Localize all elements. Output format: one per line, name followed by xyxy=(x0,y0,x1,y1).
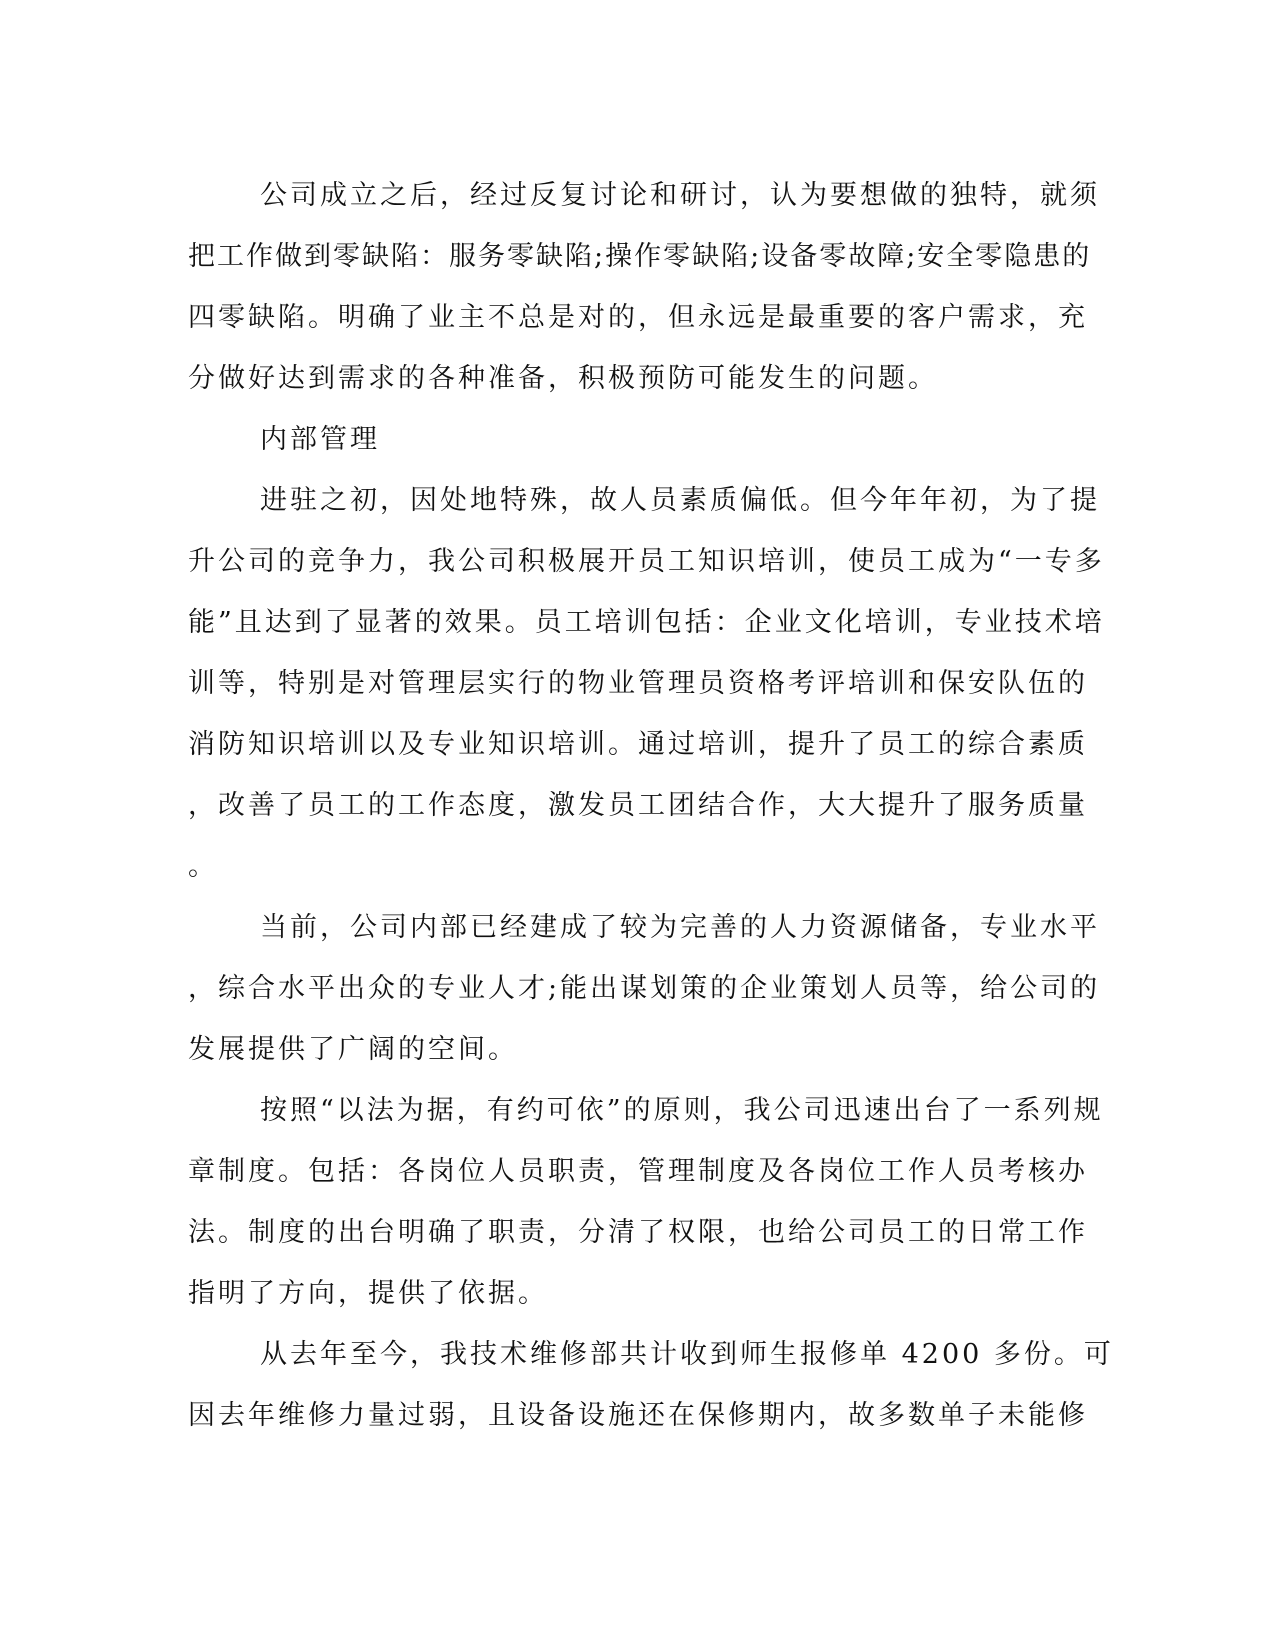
paragraph-human-resources xyxy=(188,897,1101,1080)
section-heading: 内部管理 xyxy=(260,424,380,455)
text-line: 法。制度的出台明确了职责，分清了权限，也给公司员工的日常工作 xyxy=(188,1217,1088,1248)
text-line: 把工作做到零缺陷：服务零缺陷;操作零缺陷;设备零故障;安全零隐患的 xyxy=(188,241,1092,272)
text-line: 升公司的竞争力，我公司积极展开员工知识培训，使员工成为“一专多 xyxy=(188,546,1105,577)
text-line: ，改善了员工的工作态度，激发员工团结合作，大大提升了服务质量 xyxy=(188,790,1088,821)
paragraph-repair-orders xyxy=(188,1324,1114,1446)
document-body xyxy=(188,165,1114,1446)
text-line: 分做好达到需求的各种准备，积极预防可能发生的问题。 xyxy=(188,363,938,394)
text-line: 从去年至今，我技术维修部共计收到师生报修单 4200 多份。可 xyxy=(260,1339,1114,1370)
text-line: ，综合水平出众的专业人才;能出谋划策的企业策划人员等，给公司的 xyxy=(188,973,1101,1004)
paragraph-zero-defect xyxy=(188,165,1100,409)
text-line: 能”且达到了显著的效果。员工培训包括：企业文化培训，专业技术培 xyxy=(188,607,1105,638)
paragraph-staff-training xyxy=(188,470,1105,897)
text-line: 消防知识培训以及专业知识培训。通过培训，提升了员工的综合素质 xyxy=(188,729,1088,760)
text-line: 指明了方向，提供了依据。 xyxy=(188,1278,548,1309)
text-line: 章制度。包括：各岗位人员职责，管理制度及各岗位工作人员考核办 xyxy=(188,1156,1088,1187)
text-line: 训等，特别是对管理层实行的物业管理员资格考评培训和保安队伍的 xyxy=(188,668,1088,699)
paragraph-regulations xyxy=(188,1080,1104,1324)
text-line: 因去年维修力量过弱，且设备设施还在保修期内，故多数单子未能修 xyxy=(188,1400,1088,1431)
text-line: 发展提供了广阔的空间。 xyxy=(188,1034,518,1065)
section-heading-internal-management xyxy=(188,409,1068,470)
text-line: 进驻之初，因处地特殊，故人员素质偏低。但今年年初，为了提 xyxy=(260,485,1100,516)
text-line: 四零缺陷。明确了业主不总是对的，但永远是最重要的客户需求，充 xyxy=(188,302,1088,333)
text-line: 。 xyxy=(188,851,218,882)
text-line: 公司成立之后，经过反复讨论和研讨，认为要想做的独特，就须 xyxy=(260,180,1100,211)
text-line: 当前，公司内部已经建成了较为完善的人力资源储备，专业水平 xyxy=(260,912,1100,943)
text-line: 按照“以法为据，有约可依”的原则，我公司迅速出台了一系列规 xyxy=(260,1095,1104,1126)
